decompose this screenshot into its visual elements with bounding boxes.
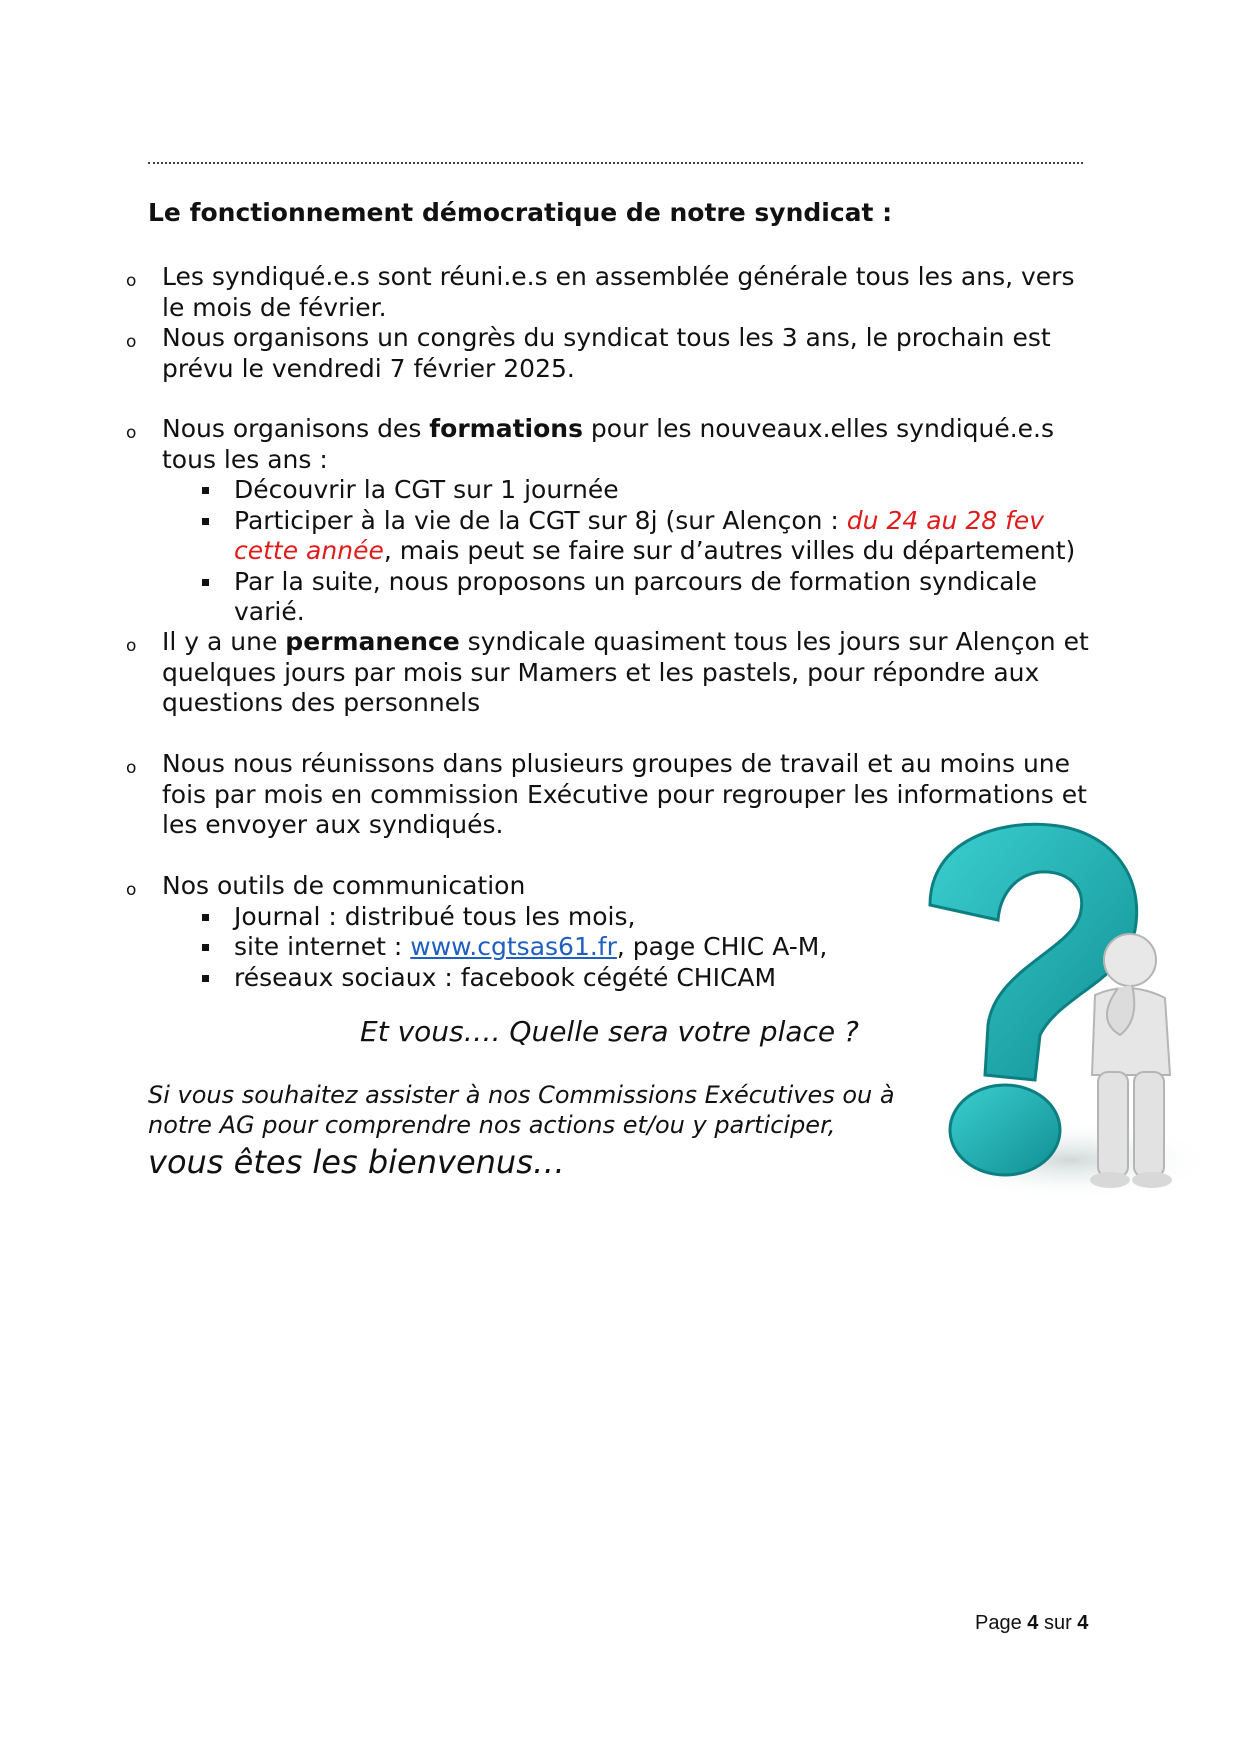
sub-list-item: site internet : www.cgtsas61.fr, page CHIC A-M,: [162, 932, 882, 963]
list-item: o Nos outils de communication Journal : distribué tous les mois, site internet : www.cgtsas61.fr, page CHIC A-M, réseaux sociaux : facebook cégété CHICAM: [162, 871, 882, 993]
square-bullet-icon: [202, 944, 209, 951]
list-item: o Il y a une permanence syndicale quasiment tous les jours sur Alençon et quelques jours par mois sur Mamers et les pastels, pour répondre aux questions des personnels: [126, 627, 1089, 717]
circle-bullet-icon: o: [126, 758, 137, 778]
sub-list-item: Journal : distribué tous les mois,: [162, 902, 882, 933]
question-mark-figure-illustration: [920, 820, 1220, 1210]
circle-bullet-icon: o: [126, 271, 137, 291]
invitation-text: Si vous souhaitez assister à nos Commissions Exécutives ou à notre AG pour comprendre nos actions et/ou y participer, vous êtes les bienvenus…: [148, 1080, 928, 1184]
list-item: o Nous nous réunissons dans plusieurs groupes de travail et au moins une fois par mois en commission Exécutive pour regrouper les informations et les envoyer aux syndiqués.: [126, 749, 1087, 839]
website-link[interactable]: www.cgtsas61.fr: [410, 932, 617, 961]
square-bullet-icon: [202, 518, 209, 525]
square-bullet-icon: [202, 579, 209, 586]
list-item: o Les syndiqué.e.s sont réuni.e.s en assemblée générale tous les ans, vers le mois de février.: [126, 262, 1075, 322]
square-bullet-icon: [202, 914, 209, 921]
section-title: Le fonctionnement démocratique de notre syndicat :: [148, 198, 893, 227]
sub-list-item: réseaux sociaux : facebook cégété CHICAM: [162, 963, 882, 994]
welcome-text: vous êtes les bienvenus…: [148, 1143, 565, 1181]
circle-bullet-icon: o: [126, 423, 137, 443]
sub-list-item: Participer à la vie de la CGT sur 8j (sur Alençon : du 24 au 28 fev cette année, mais peut se faire sur d’autres villes du département): [162, 506, 1092, 567]
circle-bullet-icon: o: [126, 880, 137, 900]
list-item: o Nous organisons des formations pour les nouveaux.elles syndiqué.e.s tous les ans : Découvrir la CGT sur 1 journée Participer à la vie de la CGT sur 8j (sur Alençon : du 24 au 28 fev cette année, mais peut se faire sur d’autres villes du département) Par la suite, nous proposons un parcours de formation syndicale varié.: [162, 414, 1092, 628]
page-footer: Page 4 sur 4: [975, 1612, 1089, 1634]
circle-bullet-icon: o: [126, 332, 137, 352]
dotted-separator: [148, 162, 1083, 164]
sub-list-item: Découvrir la CGT sur 1 journée: [162, 475, 1092, 506]
closing-question: Et vous…. Quelle sera votre place ?: [360, 1015, 859, 1048]
sub-list-item: Par la suite, nous proposons un parcours de formation syndicale varié.: [162, 567, 1092, 628]
list-item: o Nous organisons un congrès du syndicat tous les 3 ans, le prochain est prévu le vendredi 7 février 2025.: [126, 323, 1051, 383]
square-bullet-icon: [202, 975, 209, 982]
circle-bullet-icon: o: [126, 636, 137, 656]
square-bullet-icon: [202, 487, 209, 494]
